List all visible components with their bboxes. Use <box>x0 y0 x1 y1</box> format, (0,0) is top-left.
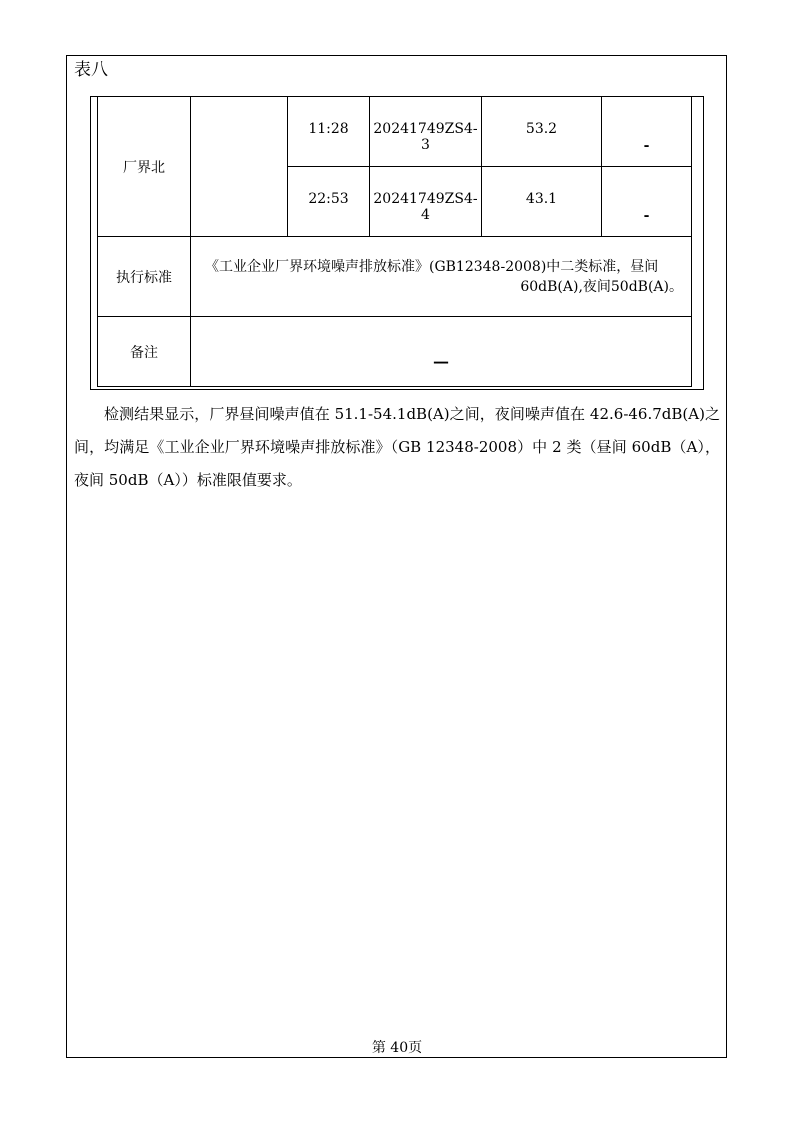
sample-code-value: 20241749ZS4-4 <box>373 191 478 223</box>
noise-value-cell <box>482 97 602 167</box>
page-number: 第 40页 <box>371 1040 423 1056</box>
time-value: 11:28 <box>308 121 349 137</box>
standard-text-line2: 60dB(A),夜间50dB(A)。 <box>520 278 683 295</box>
time-cell <box>288 167 370 237</box>
remarks-row <box>98 317 692 387</box>
remarks-value-cell <box>191 317 692 387</box>
noise-results-table <box>97 96 692 387</box>
time-cell <box>288 97 370 167</box>
standard-text-line1: 《工业企业厂界环境噪声排放标准》(GB12348-2008)中二类标准，昼间 <box>205 258 659 275</box>
table-label: 表八 <box>74 60 108 80</box>
sample-code-value: 20241749ZS4-3 <box>373 121 478 153</box>
sample-code-cell <box>370 97 482 167</box>
standard-text-cell <box>191 237 692 317</box>
remarks-label: 备注 <box>130 344 158 361</box>
remarks-value: — <box>433 352 449 371</box>
sample-code-cell <box>370 167 482 237</box>
noise-value: 53.2 <box>525 121 558 137</box>
noise-value: 43.1 <box>525 191 558 207</box>
note-cell <box>602 167 692 237</box>
time-value: 22:53 <box>308 191 349 207</box>
standard-label-cell <box>98 237 191 317</box>
location-label: 厂界北 <box>123 159 165 176</box>
standard-row <box>98 237 692 317</box>
note-cell <box>602 97 692 167</box>
note-value: - <box>643 137 650 154</box>
noise-value-cell <box>482 167 602 237</box>
location-cell <box>98 97 191 237</box>
empty-cell <box>191 97 288 237</box>
note-value: - <box>643 207 650 224</box>
standard-label: 执行标准 <box>116 269 172 286</box>
conclusion-paragraph: 检测结果显示，厂界昼间噪声值在 51.1-54.1dB(A)之间，夜间噪声值在 42.6-46.7dB(A)之间，均满足《工业企业厂界环境噪声排放标准》（GB 12348-2008）中 2 类（昼间 60dB（A），夜间 50dB（A））标准限值要求。 <box>74 405 720 489</box>
table-row <box>98 97 692 167</box>
remarks-label-cell <box>98 317 191 387</box>
